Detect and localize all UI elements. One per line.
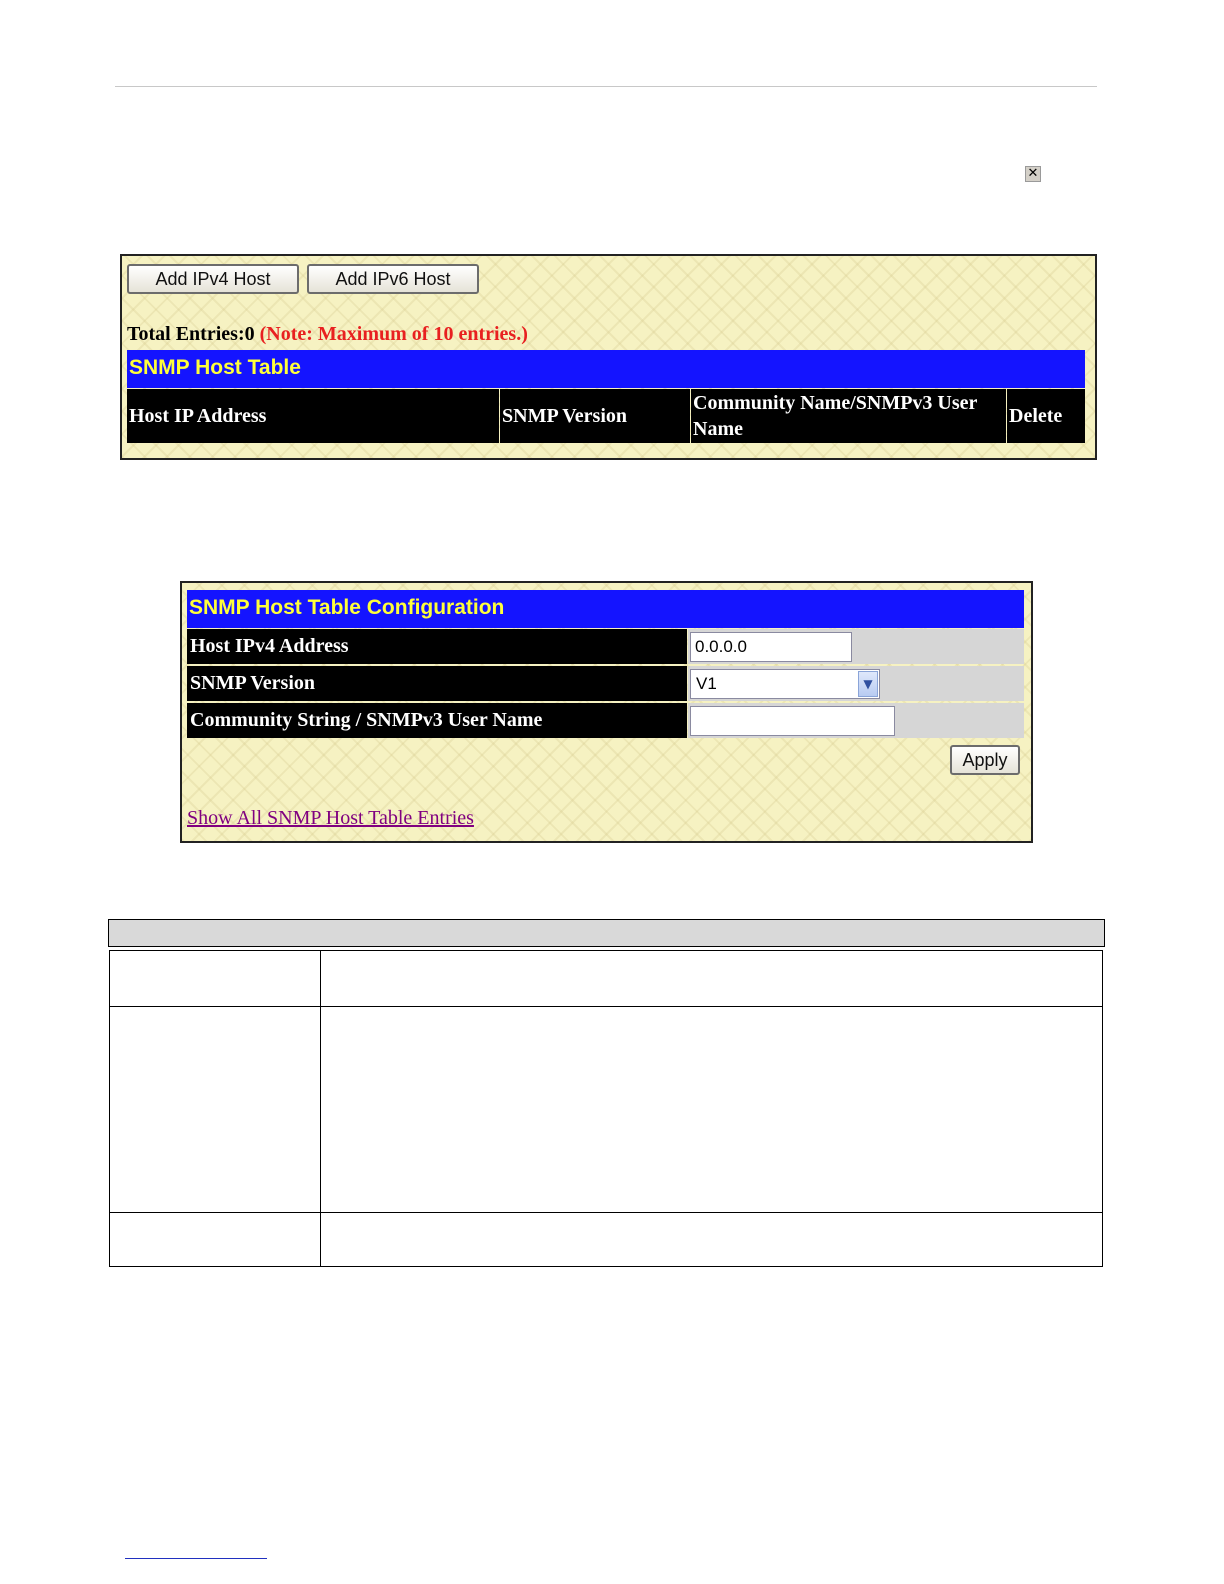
add-ipv6-host-button[interactable]: Add IPv6 Host bbox=[307, 264, 479, 294]
column-header-host-ip bbox=[127, 389, 499, 443]
apply-button[interactable]: Apply bbox=[950, 745, 1020, 775]
community-string-label: Community String / SNMPv3 User Name bbox=[187, 703, 687, 738]
snmp-host-config-panel bbox=[180, 581, 1033, 843]
host-ipv4-label: Host IPv4 Address bbox=[187, 629, 687, 664]
column-header-label: Community Name/SNMPv3 User Name bbox=[693, 392, 978, 440]
column-header-snmp-version bbox=[500, 389, 690, 443]
community-string-input[interactable] bbox=[690, 706, 895, 736]
total-entries bbox=[127, 323, 528, 346]
description-table-cell bbox=[109, 950, 321, 1007]
close-icon[interactable]: ✕ bbox=[1025, 166, 1041, 182]
total-entries-count: Total Entries:0 bbox=[127, 323, 255, 345]
add-ipv4-host-button[interactable]: Add IPv4 Host bbox=[127, 264, 299, 294]
community-string-cell bbox=[688, 703, 1024, 738]
description-table-cell bbox=[109, 1212, 321, 1267]
column-header-delete bbox=[1007, 389, 1085, 443]
column-header-label: SNMP Version bbox=[502, 405, 628, 427]
snmp-host-table-title: SNMP Host Table bbox=[127, 350, 1085, 388]
snmp-host-table-panel bbox=[120, 254, 1097, 460]
config-panel-title: SNMP Host Table Configuration bbox=[187, 590, 1024, 628]
description-table-header bbox=[108, 919, 1105, 947]
snmp-version-label: SNMP Version bbox=[187, 666, 687, 701]
top-rule bbox=[115, 86, 1097, 87]
snmp-version-select[interactable] bbox=[690, 669, 880, 699]
max-entries-note: (Note: Maximum of 10 entries.) bbox=[259, 323, 528, 345]
column-header-label: Delete bbox=[1009, 405, 1063, 427]
snmp-version-cell bbox=[688, 666, 1024, 701]
description-table-cell bbox=[320, 1006, 1103, 1213]
host-ipv4-cell bbox=[688, 629, 1024, 664]
description-table-cell bbox=[320, 1212, 1103, 1267]
column-header-community-name bbox=[691, 389, 1006, 443]
snmp-version-selected: V1 bbox=[696, 674, 717, 693]
footer-rule bbox=[125, 1558, 267, 1559]
chevron-down-icon[interactable]: ▼ bbox=[858, 671, 878, 697]
host-ipv4-input[interactable] bbox=[690, 632, 852, 662]
description-table-cell bbox=[109, 1006, 321, 1213]
description-table-cell bbox=[320, 950, 1103, 1007]
show-all-entries-link[interactable]: Show All SNMP Host Table Entries bbox=[187, 807, 474, 829]
column-header-label: Host IP Address bbox=[129, 405, 267, 427]
